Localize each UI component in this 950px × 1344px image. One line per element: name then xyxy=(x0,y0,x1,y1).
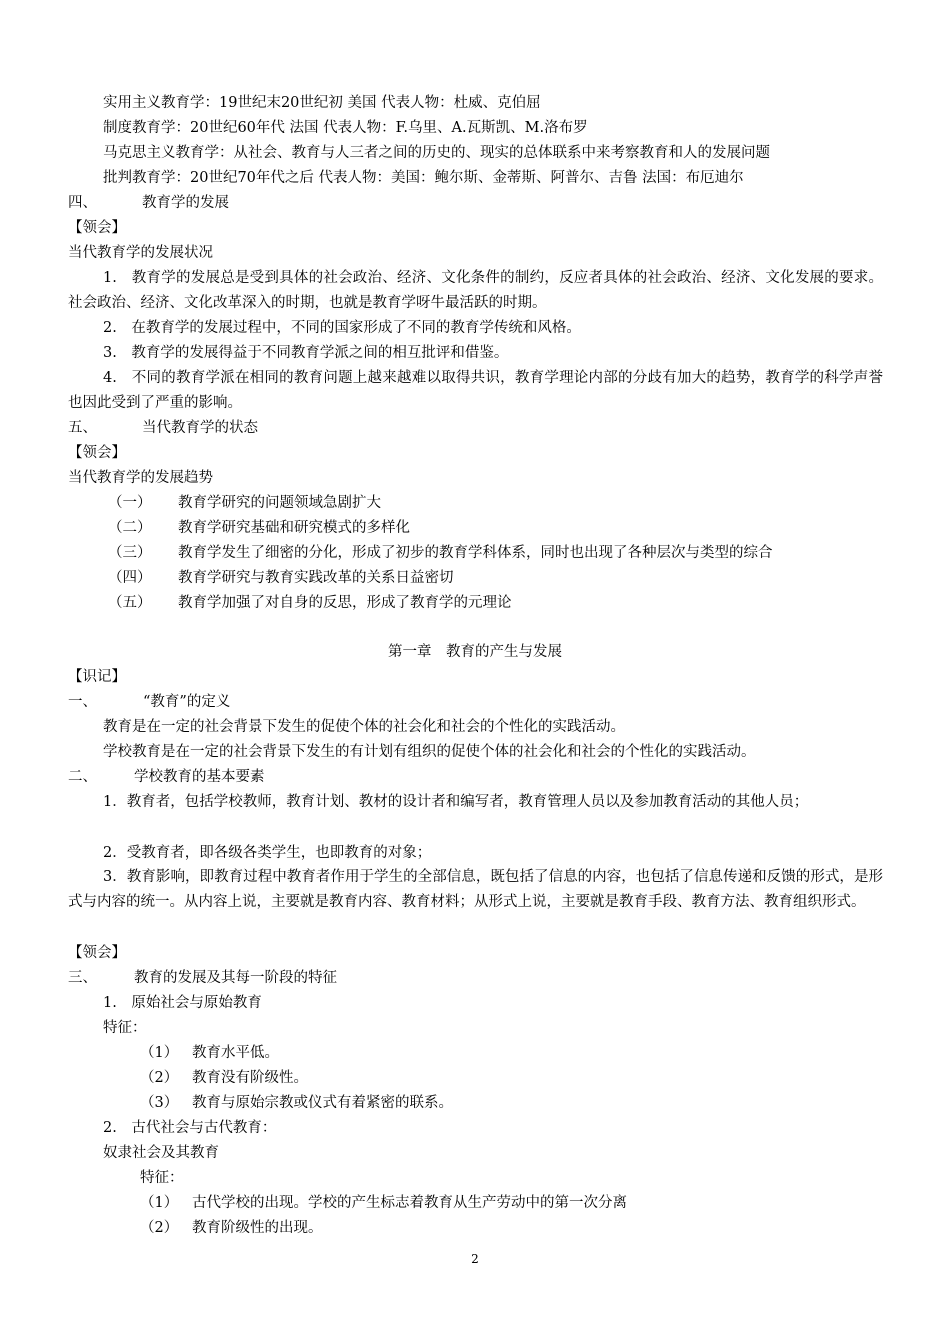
tag-label: 【领会】 xyxy=(68,220,126,236)
section-title: 教育学的发展 xyxy=(142,195,229,211)
section-number: 五、 xyxy=(68,420,97,436)
school-line: 批判教育学：20世纪70年代之后 代表人物：美国：鲍尔斯、金蒂斯、阿普尔、吉鲁 法国：布厄迪尔 xyxy=(103,170,744,186)
definition-line: 学校教育是在一定的社会背景下发生的有计划有组织的促使个体的社会化和社会的个性化的实践活动。 xyxy=(103,744,756,760)
section-heading xyxy=(68,193,229,213)
list-item: （四） 教育学研究与教育实践改革的关系日益密切 xyxy=(108,570,454,586)
tag-label: 【识记】 xyxy=(68,669,126,685)
list-item: （五） 教育学加强了对自身的反思，形成了教育学的元理论 xyxy=(108,595,512,611)
section-number: 二、 xyxy=(68,769,97,785)
section-heading xyxy=(68,692,230,712)
list-item: （一） 教育学研究的问题领域急剧扩大 xyxy=(108,495,381,511)
chapter-title: 第一章 教育的产生与发展 xyxy=(388,644,562,660)
feature-label: 特征： xyxy=(140,1170,184,1186)
numbered-paragraph: 2．受教育者，即各级各类学生，也即教育的对象； xyxy=(103,845,432,861)
section-number: 三、 xyxy=(68,970,97,986)
section-number: 一、 xyxy=(68,694,97,710)
page-number: 2 xyxy=(471,1252,479,1266)
stage-heading: 1. 原始社会与原始教育 xyxy=(103,995,262,1011)
subsection-title: 当代教育学的发展状况 xyxy=(68,245,213,261)
numbered-paragraph: 3．教育影响，即教育过程中教育者作用于学生的全部信息，既包括了信息的内容，也包括了信息传递和反馈的形式，是形式与内容的统一。从内容上说，主要就是教育内容、教育材料；从形式上说，主要就是教育手段、教育方法、教育组织形式。 xyxy=(68,869,883,910)
feature-item: （3） 教育与原始宗教或仪式有着紧密的联系。 xyxy=(140,1095,453,1111)
feature-item: （1） 教育水平低。 xyxy=(140,1045,279,1061)
section-heading xyxy=(68,968,337,988)
numbered-paragraph: 2. 在教育学的发展过程中，不同的国家形成了不同的教育学传统和风格。 xyxy=(103,320,581,336)
feature-item: （1） 古代学校的出现。学校的产生标志着教育从生产劳动中的第一次分离 xyxy=(140,1195,627,1211)
section-number: 四、 xyxy=(68,195,97,211)
sub-heading: 奴隶社会及其教育 xyxy=(103,1145,219,1161)
feature-item: （2） 教育没有阶级性。 xyxy=(140,1070,308,1086)
subsection-title: 当代教育学的发展趋势 xyxy=(68,470,213,486)
school-line: 马克思主义教育学：从社会、教育与人三者之间的历史的、现实的总体联系中来考察教育和人的发展问题 xyxy=(103,145,770,161)
section-title: “教育”的定义 xyxy=(143,694,231,710)
tag-label: 【领会】 xyxy=(68,945,126,961)
section-title: 学校教育的基本要素 xyxy=(134,769,265,785)
numbered-paragraph: 3. 教育学的发展得益于不同教育学派之间的相互批评和借鉴。 xyxy=(103,345,509,361)
school-line: 实用主义教育学：19世纪末20世纪初 美国 代表人物：杜威、克伯屈 xyxy=(103,95,541,111)
feature-item: （2） 教育阶级性的出现。 xyxy=(140,1220,323,1236)
section-title: 教育的发展及其每一阶段的特征 xyxy=(134,970,337,986)
list-item: （二） 教育学研究基础和研究模式的多样化 xyxy=(108,520,410,536)
definition-line: 教育是在一定的社会背景下发生的促使个体的社会化和社会的个性化的实践活动。 xyxy=(103,719,625,735)
section-heading xyxy=(68,767,265,787)
numbered-paragraph: 4. 不同的教育学派在相同的教育问题上越来越难以取得共识，教育学理论内部的分歧有加大的趋势，教育学的科学声誉也因此受到了严重的影响。 xyxy=(68,370,883,411)
numbered-paragraph: 1．教育者，包括学校教师，教育计划、教材的设计者和编写者，教育管理人员以及参加教育活动的其他人员； xyxy=(103,794,809,810)
school-line: 制度教育学：20世纪60年代 法国 代表人物：F.乌里、A.瓦斯凯、M.洛布罗 xyxy=(103,120,588,136)
list-item: （三） 教育学发生了细密的分化，形成了初步的教育学科体系，同时也出现了各种层次与类型的综合 xyxy=(108,545,773,561)
section-heading xyxy=(68,418,258,438)
stage-heading: 2. 古代社会与古代教育： xyxy=(103,1120,277,1136)
numbered-paragraph: 1. 教育学的发展总是受到具体的社会政治、经济、文化条件的制约，反应者具体的社会政治、经济、文化发展的要求。社会政治、经济、文化改革深入的时期，也就是教育学呀牛最活跃的时期。 xyxy=(68,270,883,311)
tag-label: 【领会】 xyxy=(68,445,126,461)
feature-label: 特征： xyxy=(103,1020,147,1036)
section-title: 当代教育学的状态 xyxy=(142,420,258,436)
